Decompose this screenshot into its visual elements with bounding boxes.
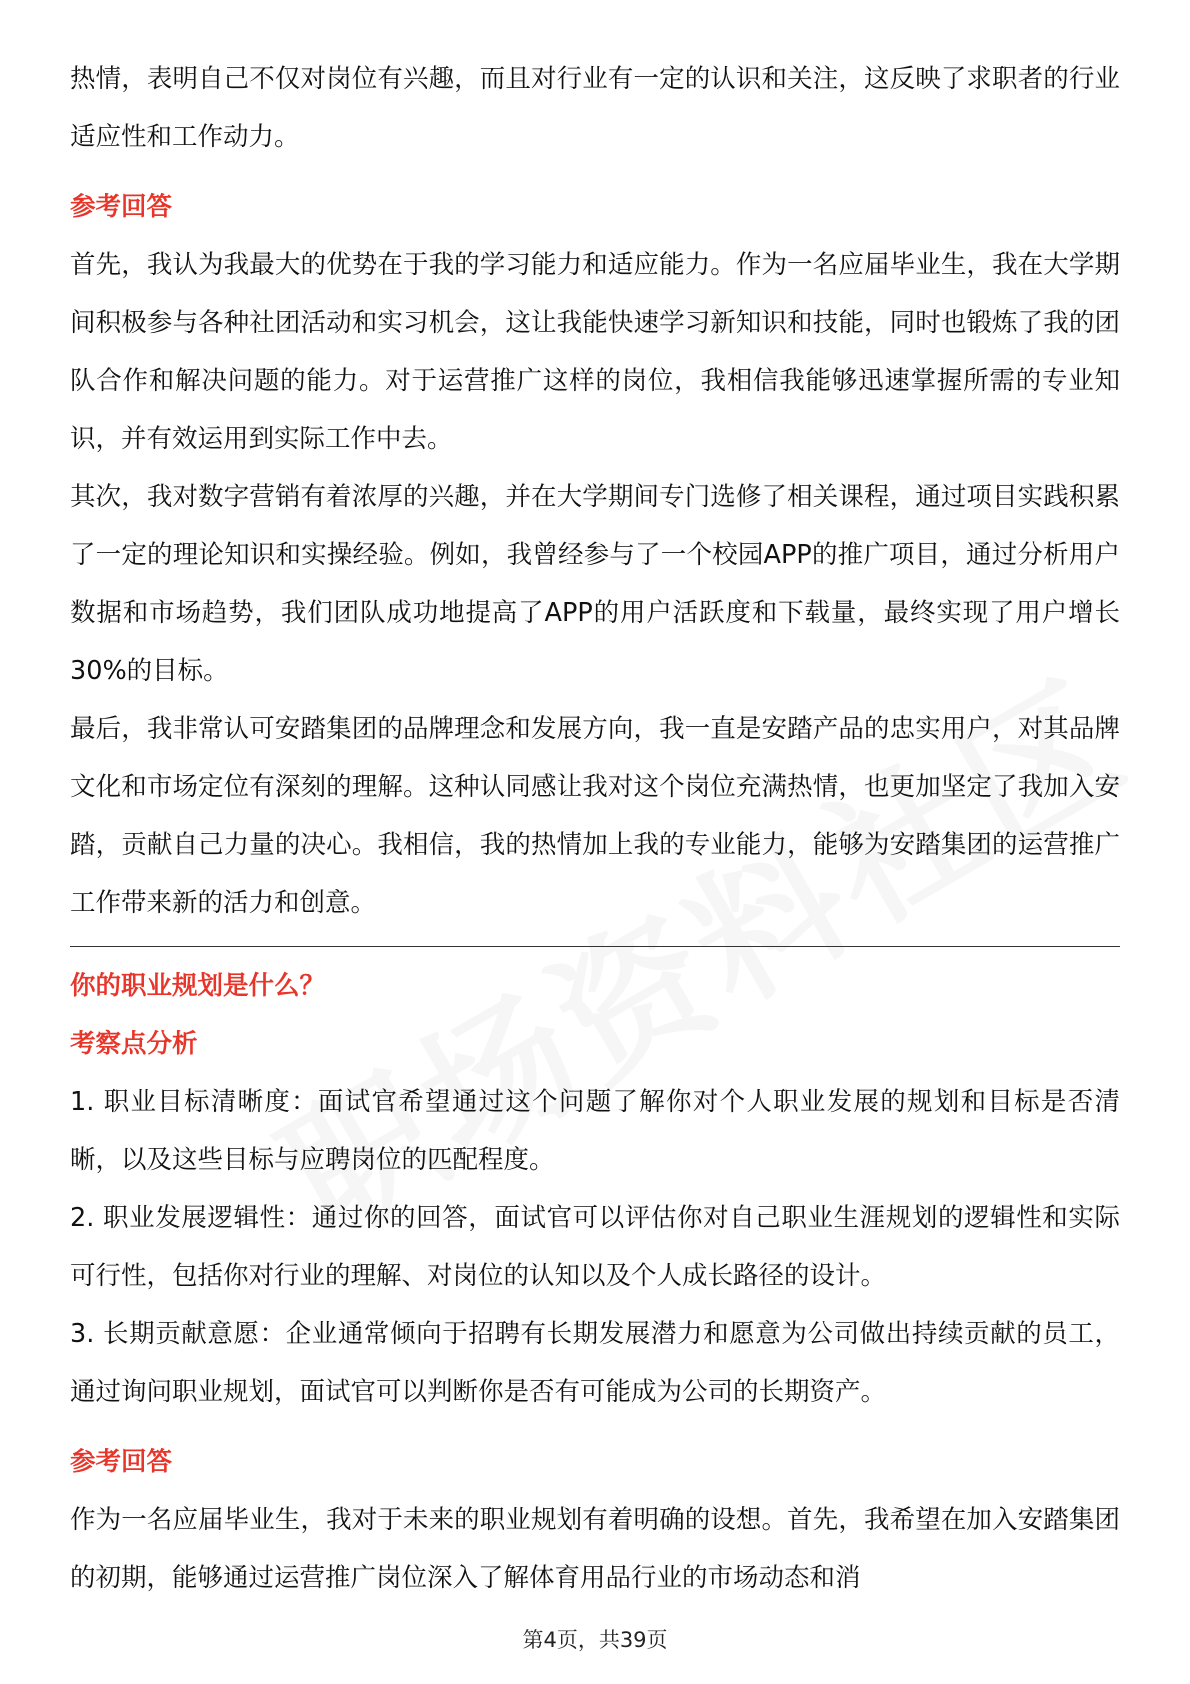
document-page [70,50,1120,1607]
question-title: 你的职业规划是什么？ [70,971,326,1001]
page-footer [0,1624,1190,1654]
answer-paragraph: 最后，我非常认可安踏集团的品牌理念和发展方向，我一直是安踏产品的忠实用户，对其品牌文化和市场定位有深刻的理解。这种认同感让我对这个岗位充满热情，也更加坚定了我加入安踏，贡献自己力量的决心。我相信，我的热情加上我的专业能力，能够为安踏集团的运营推广工作带来新的活力和创意。 [70,714,1120,918]
section-answer-1 [70,178,1120,932]
answer-paragraph: 其次，我对数字营销有着浓厚的兴趣，并在大学期间专门选修了相关课程，通过项目实践积累了一定的理论知识和实操经验。例如，我曾经参与了一个校园APP的推广项目，通过分析用户数据和市场趋势，我们团队成功地提高了APP的用户活跃度和下载量，最终实现了用户增长30%的目标。 [70,482,1120,686]
intro-paragraph: 热情，表明自己不仅对岗位有兴趣，而且对行业有一定的认识和关注，这反映了求职者的行业适应性和工作动力。 [70,64,1120,152]
analysis-point: 1. 职业目标清晰度：面试官希望通过这个问题了解你对个人职业发展的规划和目标是否清晰，以及这些目标与应聘岗位的匹配程度。 [70,1087,1120,1175]
section-question-2 [70,957,1120,1607]
analysis-point: 2. 职业发展逻辑性：通过你的回答，面试官可以评估你对自己职业生涯规划的逻辑性和实际可行性，包括你对行业的理解、对岗位的认知以及个人成长路径的设计。 [70,1203,1120,1291]
answer-paragraph: 首先，我认为我最大的优势在于我的学习能力和适应能力。作为一名应届毕业生，我在大学期间积极参与各种社团活动和实习机会，这让我能快速学习新知识和技能，同时也锻炼了我的团队合作和解决问题的能力。对于运营推广这样的岗位，我相信我能够迅速掌握所需的专业知识，并有效运用到实际工作中去。 [70,250,1120,454]
answer-paragraph: 作为一名应届毕业生，我对于未来的职业规划有着明确的设想。首先，我希望在加入安踏集团的初期，能够通过运营推广岗位深入了解体育用品行业的市场动态和消 [70,1505,1120,1593]
page-number: 第4页，共39页 [522,1628,668,1652]
section-divider [70,946,1120,947]
analysis-point: 3. 长期贡献意愿：企业通常倾向于招聘有长期发展潜力和愿意为公司做出持续贡献的员工，通过询问职业规划，面试官可以判断你是否有可能成为公司的长期资产。 [70,1319,1120,1407]
analysis-heading: 考察点分析 [70,1029,198,1059]
answer-heading: 参考回答 [70,192,173,222]
answer-heading: 参考回答 [70,1447,173,1477]
